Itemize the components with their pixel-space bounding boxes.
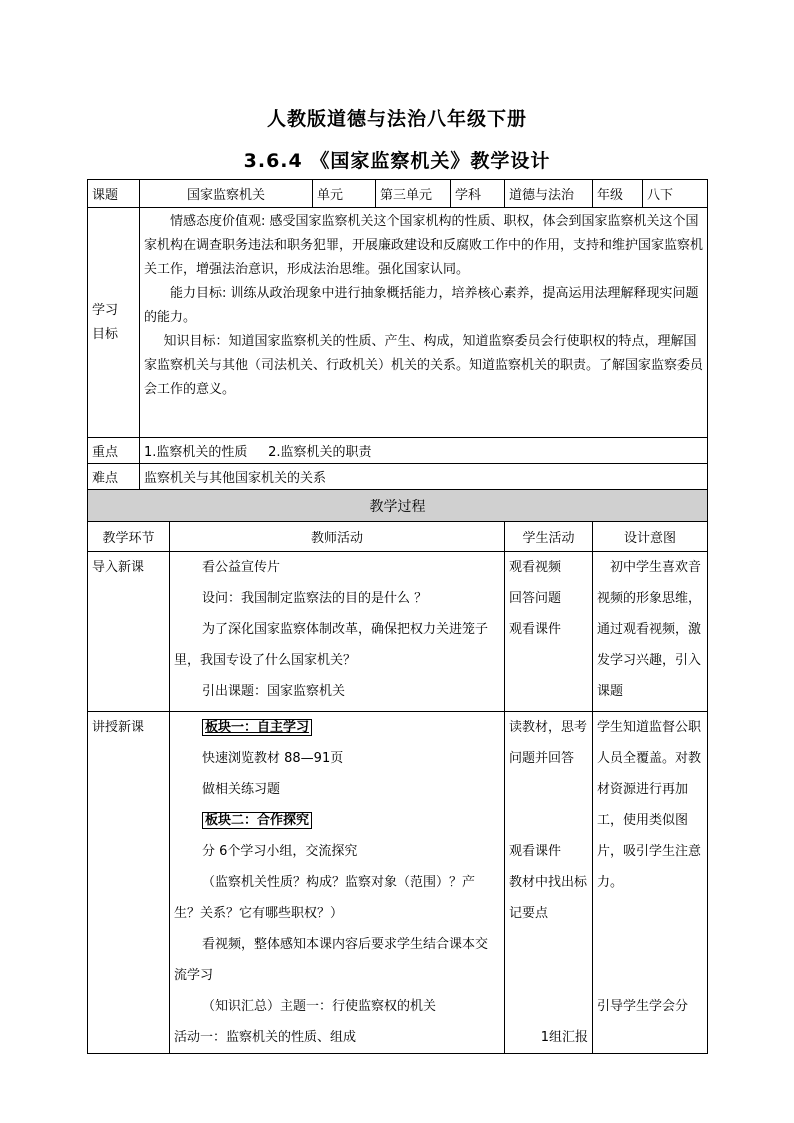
goal-ability: 能力目标: 训练从政治现象中进行抽象概括能力，培养核心素养，提高运用法理解释现实问题的能力。 <box>144 286 699 325</box>
subject-value: 道德与法治 <box>505 180 593 208</box>
key-points-label: 重点 <box>88 438 140 464</box>
process-header-row <box>88 522 708 552</box>
intro-teacher-line: 设问：我国制定监察法的目的是什么 ？ <box>202 591 428 606</box>
document-title: 人教版道德与法治八年级下册 <box>266 108 527 130</box>
lecture-teacher-line: （监察机关性质？构成？监察对象（范围）？产生？关系？它有哪些职权？） <box>174 875 476 921</box>
intro-student-line: 观看课件 <box>509 622 562 637</box>
intro-teacher-line: 为了深化国家监察体制改革，确保把权力关进笼子里，我国专设了什么国家机关？ <box>174 622 489 668</box>
intro-student-line: 观看视频 <box>509 560 562 575</box>
process-title: 教学过程 <box>88 490 708 522</box>
lecture-teacher <box>170 712 505 1054</box>
lecture-teacher-line: 分 6个学习小组，交流探究 <box>202 844 358 859</box>
intro-stage: 导入新课 <box>88 552 170 712</box>
lecture-intent: 学生知道监督公职人员全覆盖。对教材资源进行再加工，使用类似图片，吸引学生注意力。 引导学生学会分 <box>593 712 708 1054</box>
intro-row <box>88 552 708 712</box>
intro-intent: 初中学生喜欢音视频的形象思维，通过观看视频，激发学习兴趣，引入课题 <box>593 552 708 712</box>
goals-content <box>140 208 708 438</box>
lecture-student <box>505 712 593 1054</box>
intro-teacher-line: 看公益宣传片 <box>202 560 281 575</box>
process-title-row <box>88 490 708 522</box>
lesson-plan-table <box>87 179 707 1045</box>
header-intent: 设计意图 <box>593 522 708 552</box>
lecture-teacher-line: （知识汇总）主题一：行使监察权的机关 <box>202 999 437 1014</box>
grade-value: 八下 <box>643 180 708 208</box>
lecture-student-line: 1组汇报 <box>540 1030 589 1045</box>
unit-label: 单元 <box>313 180 376 208</box>
header-teacher: 教师活动 <box>170 522 505 552</box>
lecture-student-line: 教材中找出标记要点 <box>509 875 588 921</box>
header-stage: 教学环节 <box>88 522 170 552</box>
info-row <box>88 180 708 208</box>
unit-value: 第三单元 <box>376 180 451 208</box>
goals-label: 学习目标 <box>88 208 140 438</box>
document-subtitle: 3.6.4 《国家监察机关》教学设计 <box>243 150 551 172</box>
block1-heading: 板块一：自主学习 <box>174 712 500 743</box>
goal-knowledge: 知识目标：知道国家监察机关的性质、产生、构成，知道监察委员会行使职权的特点，理解国家监察机关与其他（司法机关、行政机关）机关的关系。知道监察机关的职责。了解国家监察委员会工作的意义。 <box>144 334 704 397</box>
header-student: 学生活动 <box>505 522 593 552</box>
lecture-student-line: 读教材，思考问题并回答 <box>509 720 588 766</box>
lecture-intent-line: 引导学生学会分 <box>597 999 689 1014</box>
lecture-teacher-line: 快速浏览教材 88—91页 <box>202 751 344 766</box>
grade-label: 年级 <box>593 180 643 208</box>
block2-heading: 板块二：合作探究 <box>174 805 500 836</box>
topic-value: 国家监察机关 <box>140 180 313 208</box>
difficult-points-value: 监察机关与其他国家机关的关系 <box>140 464 708 490</box>
subject-label: 学科 <box>451 180 505 208</box>
lecture-row <box>88 712 708 1054</box>
intro-teacher <box>170 552 505 712</box>
difficult-points-label: 难点 <box>88 464 140 490</box>
lecture-teacher-line: 活动一：监察机关的性质、组成 <box>174 1030 357 1045</box>
lecture-stage: 讲授新课 <box>88 712 170 1054</box>
intro-teacher-line: 引出课题：国家监察机关 <box>202 684 346 699</box>
lecture-teacher-line: 做相关练习题 <box>202 782 281 797</box>
goals-row <box>88 208 708 438</box>
topic-label: 课题 <box>88 180 140 208</box>
difficult-points-row <box>88 464 708 490</box>
key-points-row <box>88 438 708 464</box>
lecture-teacher-line: 看视频，整体感知本课内容后要求学生结合课本交流学习 <box>174 937 489 983</box>
lecture-student-line: 观看课件 <box>509 844 562 859</box>
goal-emotion: 情感态度价值观: 感受国家监察机关这个国家机构的性质、职权，体会到国家监察机关这个国家机构在调查职务违法和职务犯罪，开展廉政建设和反腐败工作中的作用，支持和维护国家监察机关工作，增强法治意识，形成法治思维。强化国家认同。 <box>144 214 704 277</box>
intro-student <box>505 552 593 712</box>
intro-student-line: 回答问题 <box>509 591 562 606</box>
key-points-value: 1.监察机关的性质 2.监察机关的职责 <box>140 438 708 464</box>
